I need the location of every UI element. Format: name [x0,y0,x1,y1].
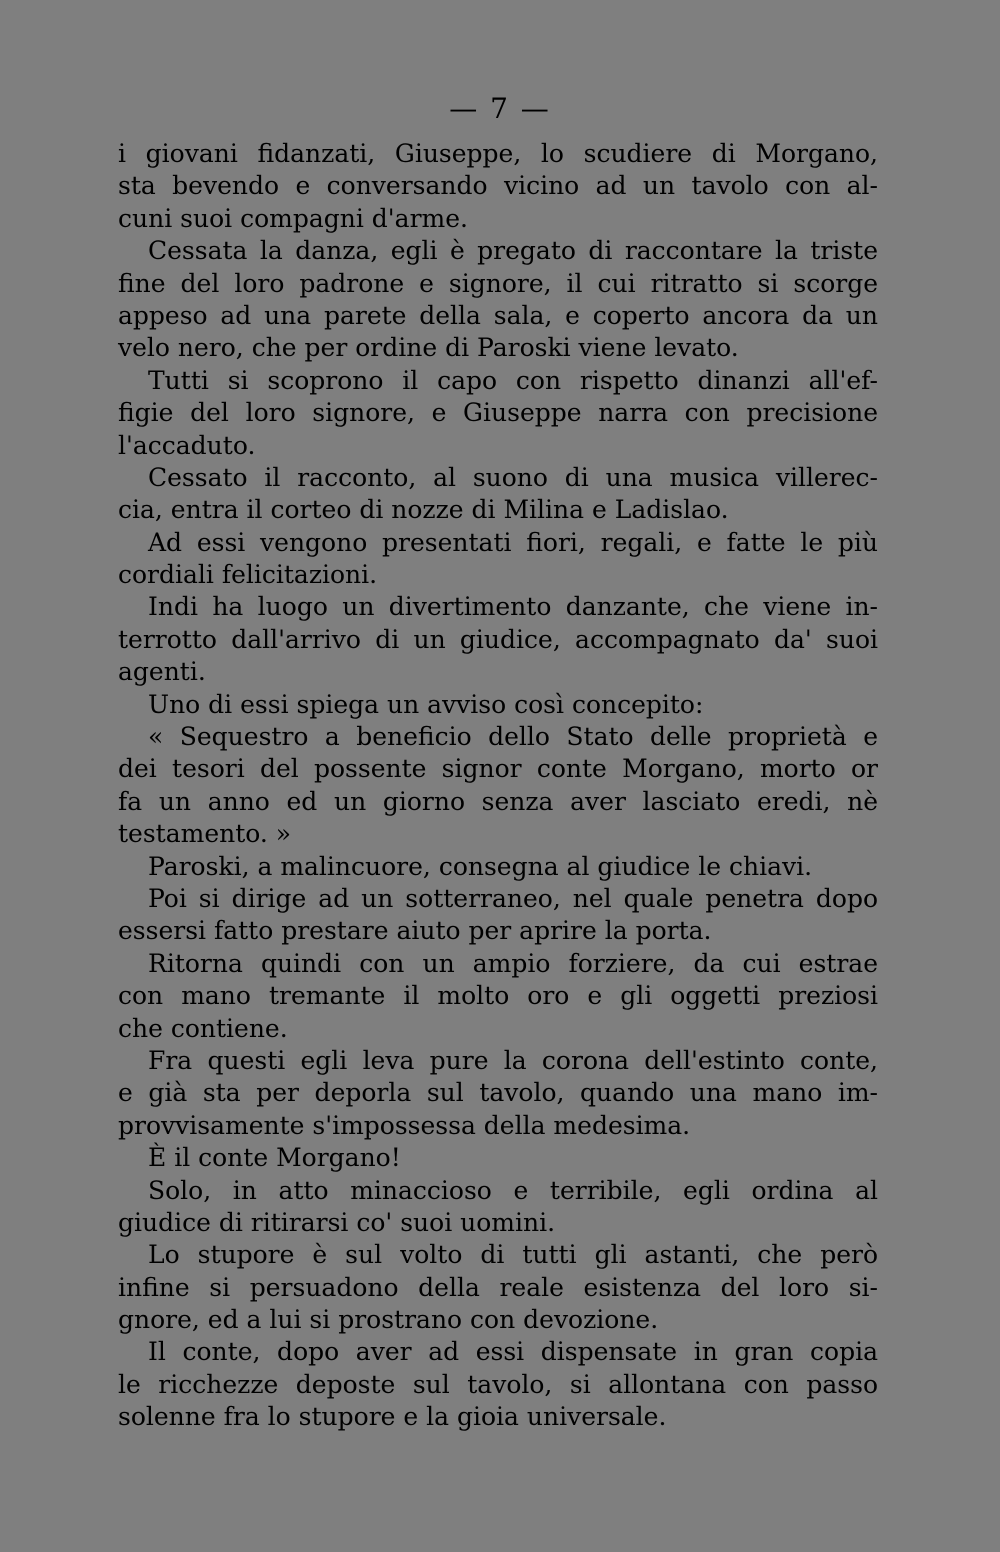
paragraph [118,851,878,883]
paragraph [118,1175,878,1240]
text-line: Solo, in atto minaccioso e terribile, egli ordina al [148,1175,878,1205]
page-number: — 7 — [449,92,551,125]
text-line: sta bevendo e conversando vicino ad un tavolo con al- [118,171,878,201]
text-line: cordiali felicitazioni. [118,560,378,590]
text-line: Uno di essi spiega un avviso così concepito: [148,689,704,719]
text-line: Lo stupore è sul volto di tutti gli astanti, che però [148,1240,878,1270]
text-line: velo nero, che per ordine di Paroski viene levato. [118,333,739,363]
paragraph [118,235,878,365]
text-line: Il conte, dopo aver ad essi dispensate in gran copia [148,1337,878,1367]
text-line: Tutti si scoprono il capo con rispetto dinanzi all'ef- [148,365,878,395]
text-line: fine del loro padrone e signore, il cui ritratto si scorge [118,268,878,298]
text-line: Paroski, a malincuore, consegna al giudice le chiavi. [148,851,813,881]
text-line: solenne fra lo stupore e la gioia universale. [118,1402,667,1432]
paragraph [118,948,878,1045]
paragraph [118,138,878,235]
text-line: appeso ad una parete della sala, e coperto ancora da un [118,300,878,330]
text-line: gnore, ed a lui si prostrano con devozione. [118,1305,659,1335]
text-line: « Sequestro a beneficio dello Stato delle proprietà e [148,722,878,752]
text-line: Fra questi egli leva pure la corona dell'estinto conte, [148,1045,878,1075]
paragraph [118,721,878,851]
text-line: dei tesori del possente signor conte Morgano, morto or [118,754,878,784]
text-line: provvisamente s'impossessa della medesima. [118,1110,691,1140]
text-line: agenti. [118,657,206,687]
text-line: con mano tremante il molto oro e gli oggetti preziosi [118,981,878,1011]
text-line: che contiene. [118,1013,288,1043]
body-text [118,138,878,1434]
paragraph [118,591,878,688]
text-line: cuni suoi compagni d'arme. [118,203,468,233]
paragraph [118,883,878,948]
paragraph [118,527,878,592]
paragraph [118,1045,878,1142]
text-line: Ad essi vengono presentati fiori, regali, e fatte le più [148,527,878,557]
paragraph [118,1239,878,1336]
text-line: infine si persuadono della reale esistenza del loro si- [118,1272,878,1302]
text-line: Poi si dirige ad un sotterraneo, nel quale penetra dopo [148,883,878,913]
paragraph [118,462,878,527]
text-line: essersi fatto prestare aiuto per aprire la porta. [118,916,712,946]
text-line: e già sta per deporla sul tavolo, quando una mano im- [118,1078,878,1108]
paragraph [118,1142,878,1174]
text-line: figie del loro signore, e Giuseppe narra con precisione [118,398,878,428]
text-line: i giovani fidanzati, Giuseppe, lo scudiere di Morgano, [118,139,878,168]
text-line: giudice di ritirarsi co' suoi uomini. [118,1207,556,1237]
paragraph [118,689,878,721]
text-line: le ricchezze deposte sul tavolo, si allontana con passo [118,1369,878,1399]
text-line: Indi ha luogo un divertimento danzante, che viene in- [148,592,878,622]
text-line: terrotto dall'arrivo di un giudice, accompagnato da' suoi [118,624,878,654]
text-line: cia, entra il corteo di nozze di Milina e Ladislao. [118,495,729,525]
paragraph [118,365,878,462]
paragraph [118,1336,878,1433]
text-line: l'accaduto. [118,430,256,460]
text-line: È il conte Morgano! [148,1143,401,1173]
text-line: Cessato il racconto, al suono di una musica villerec- [148,462,878,492]
text-line: Cessata la danza, egli è pregato di raccontare la triste [148,236,878,266]
text-line: testamento. » [118,819,292,849]
text-line: fa un anno ed un giorno senza aver lasciato eredi, nè [118,786,878,816]
text-line: Ritorna quindi con un ampio forziere, da cui estrae [148,948,878,978]
